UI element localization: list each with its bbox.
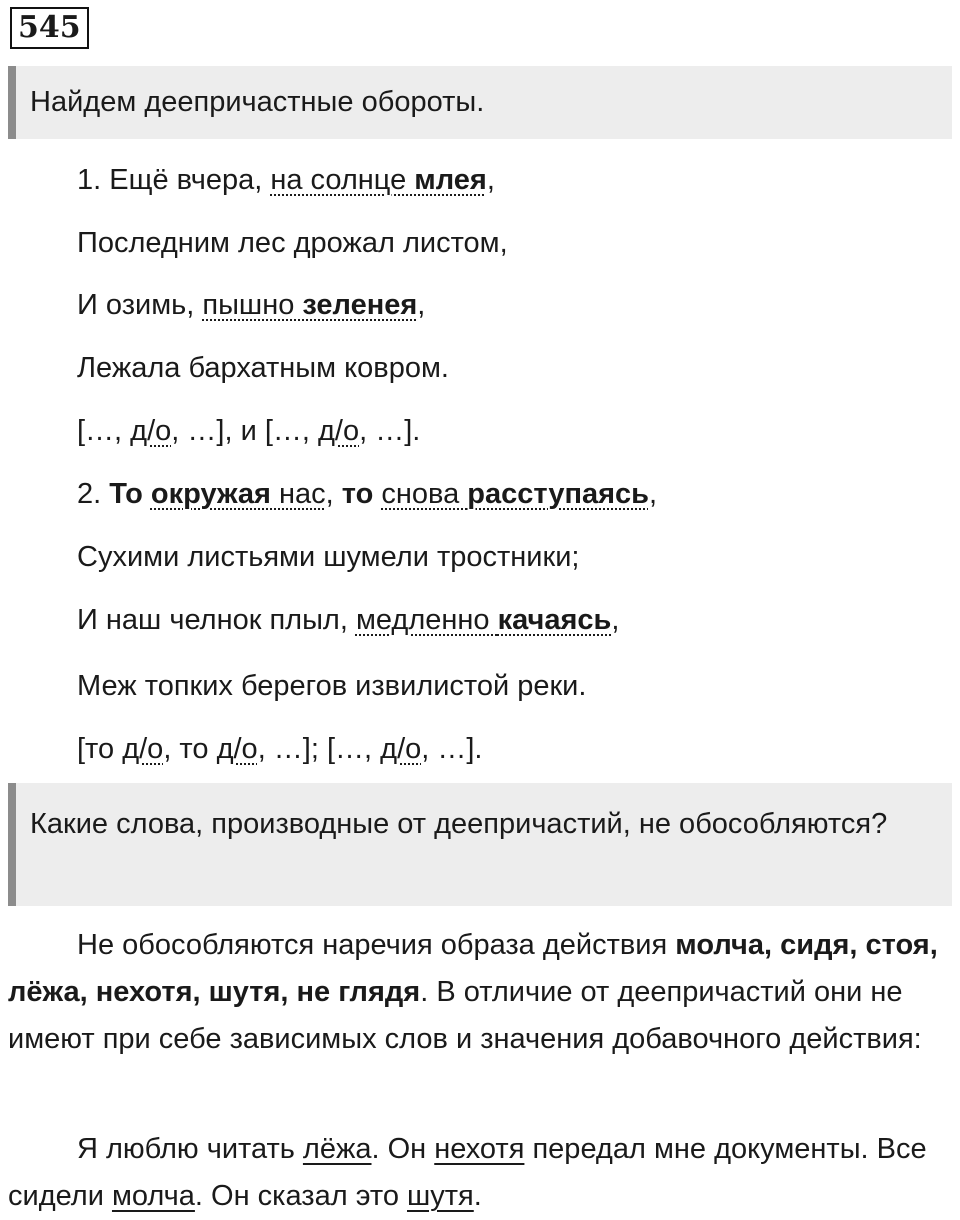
- poem2-scheme: [то д/о, то д/о, …]; […, д/о, …].: [77, 733, 483, 765]
- poem2-line3: И наш челнок плыл, медленно качаясь,: [77, 604, 620, 636]
- poem2-line1: 2. То окружая нас, то снова расступаясь,: [77, 478, 658, 510]
- poem2-line4: Меж топких берегов извилистой реки.: [77, 670, 587, 702]
- poem1-line2: Последним лес дрожал листом,: [77, 227, 508, 259]
- answer-paragraph: Не обособляются наречия образа действия молча, сидя, стоя, лёжа, нехотя, шутя, не глядя. В отличие от деепричастий они не имеют при себе зависимых слов и значения добавочного действия:: [8, 929, 938, 1055]
- task-number: 545: [10, 7, 89, 49]
- question-2: Какие слова, производные от деепричастий, не обособляются?: [8, 783, 952, 906]
- poem1-scheme: […, д/о, …], и […, д/о, …].: [77, 415, 421, 447]
- poem1-line4: Лежала бархатным ковром.: [77, 352, 449, 384]
- question-1: Найдем деепричастные обороты.: [8, 66, 952, 139]
- poem1-line1: 1. Ещё вчера, на солнце млея,: [77, 164, 495, 196]
- examples-paragraph: Я люблю читать лёжа. Он нехотя передал мне документы. Все сидели молча. Он сказал это шутя.: [8, 1133, 927, 1212]
- poem2-line2: Сухими листьями шумели тростники;: [77, 541, 580, 573]
- poem1-line3: И озимь, пышно зеленея,: [77, 289, 426, 321]
